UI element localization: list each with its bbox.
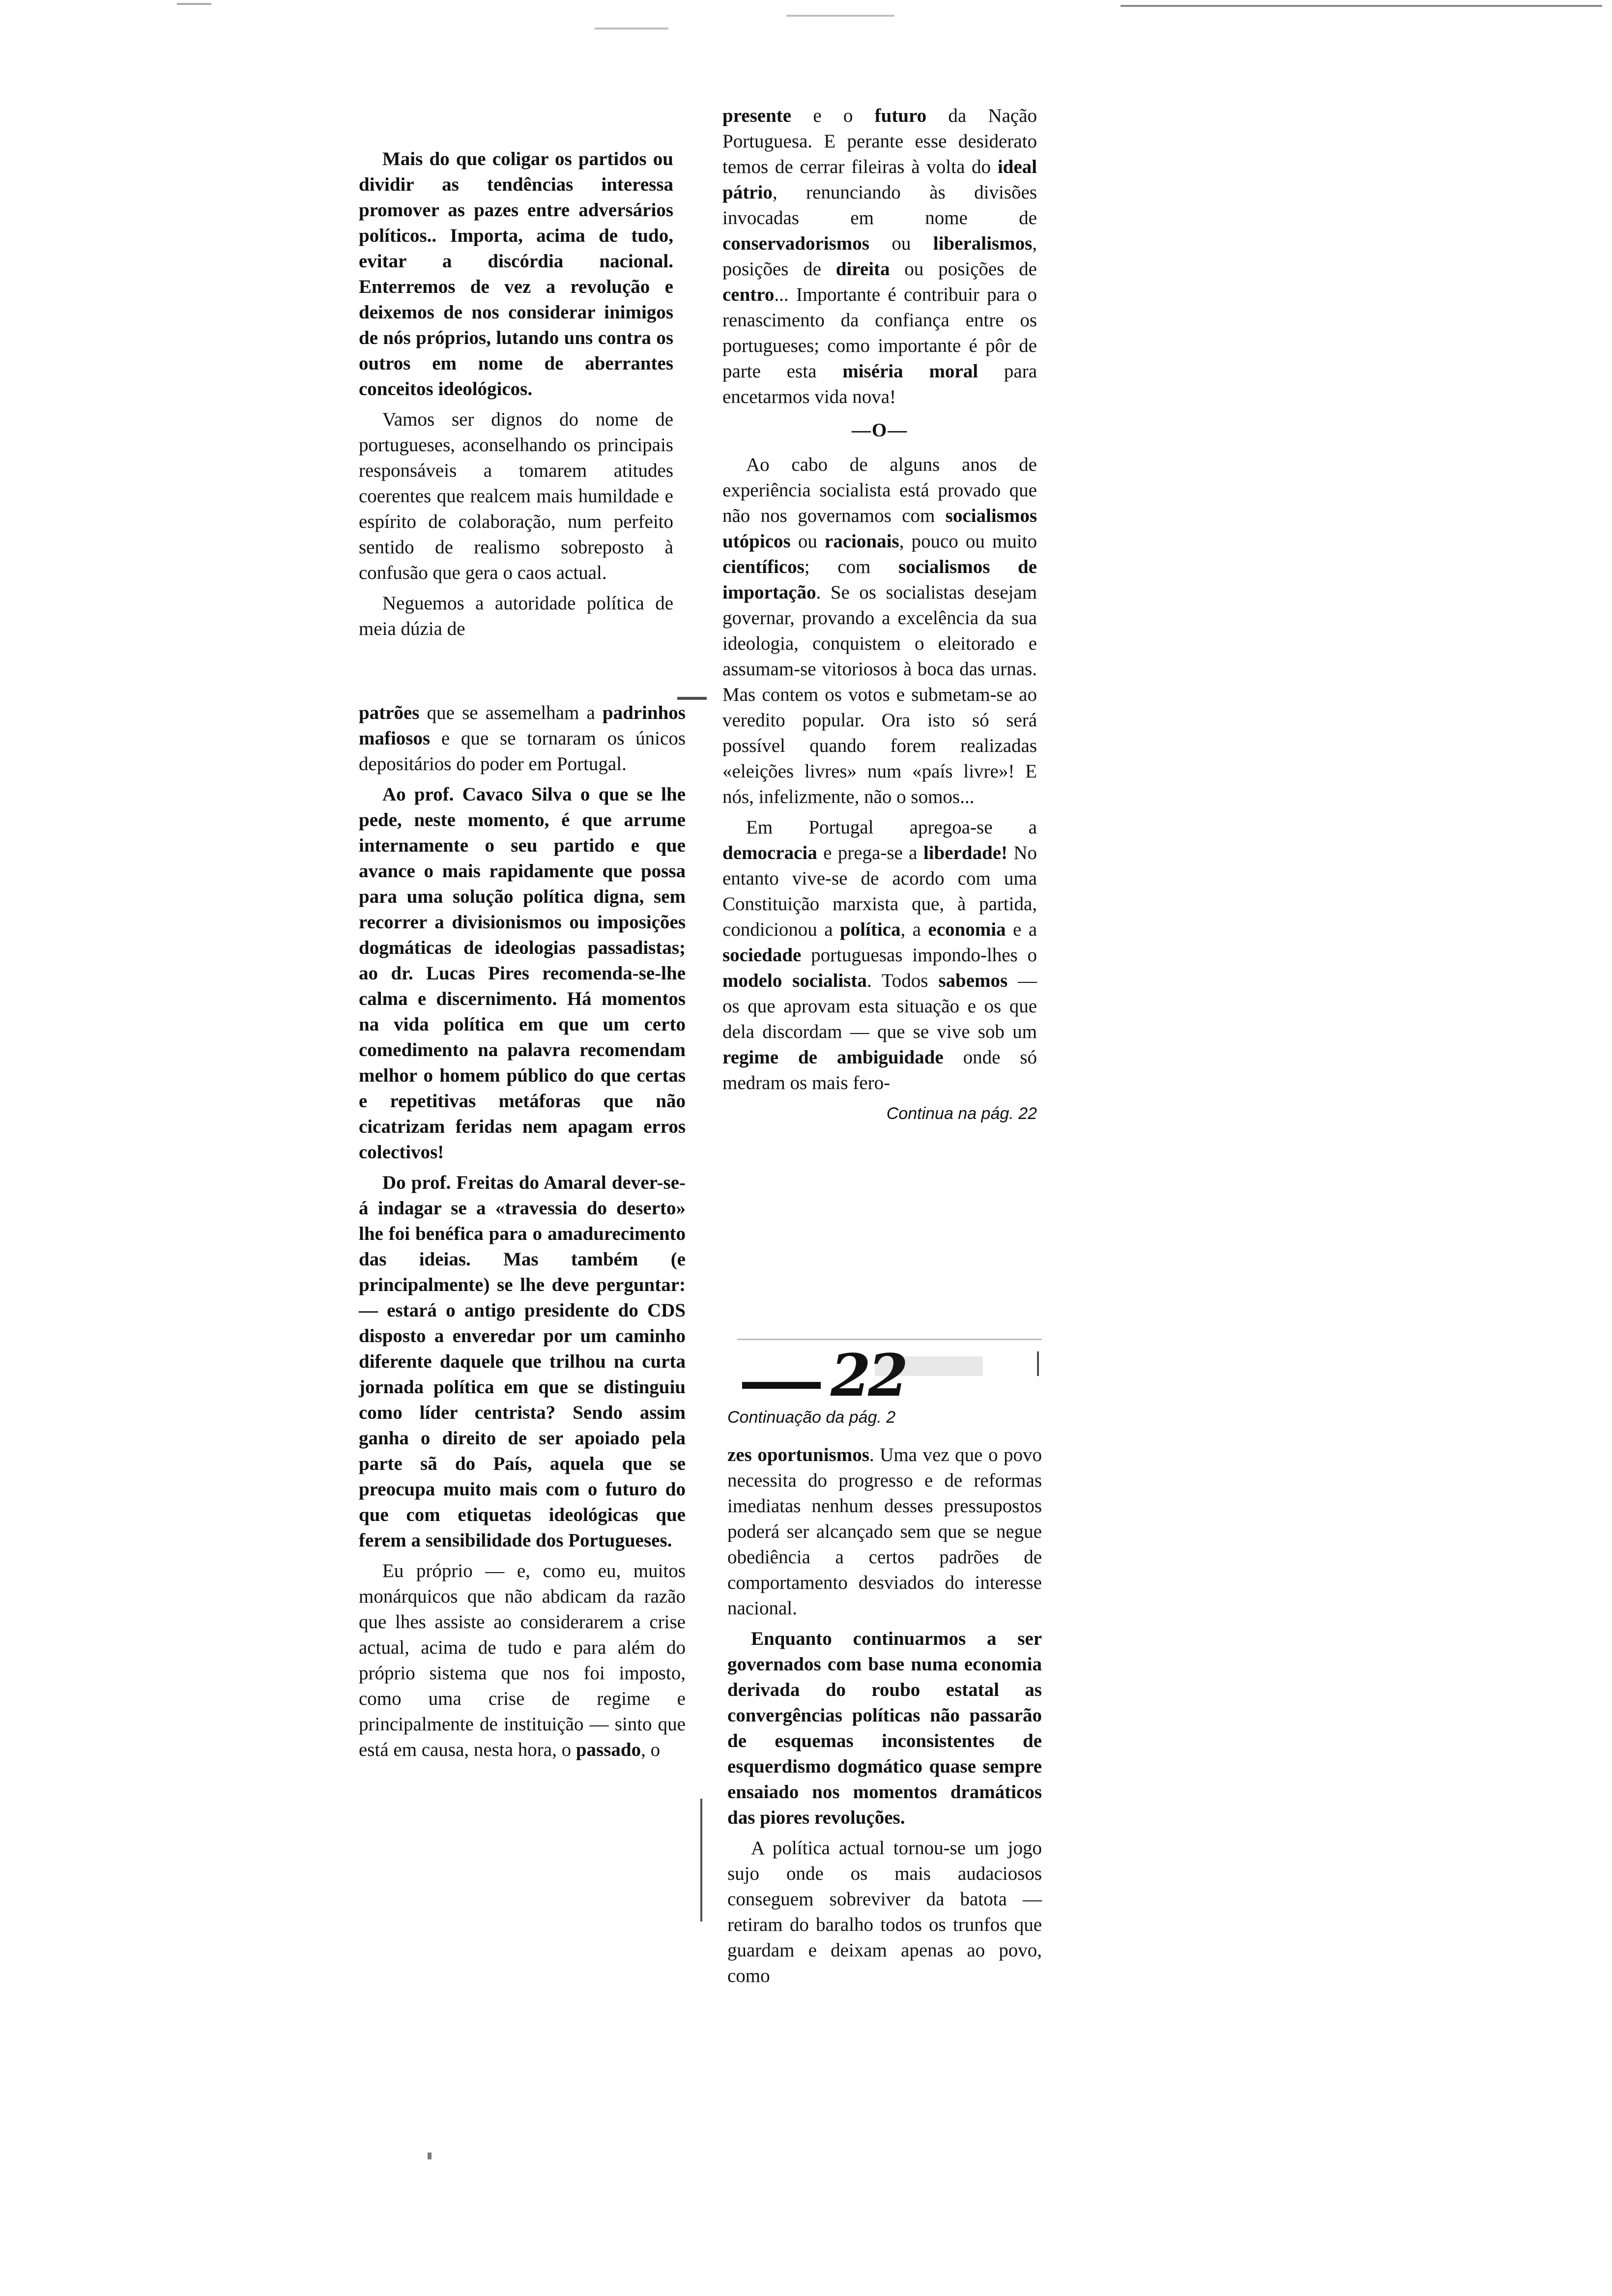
scan-artifact-top-dash	[177, 3, 211, 5]
section-separator: —O—	[851, 420, 908, 441]
left-paragraph-3a: Neguemos a autoridade política de meia dúzia de	[359, 593, 673, 639]
right-column-top	[722, 103, 1037, 1126]
scan-smudge	[737, 1339, 1042, 1340]
scan-artifact-top-line	[1121, 5, 1602, 7]
continued-on-page-note: Continua na pág. 22	[886, 1104, 1037, 1123]
scan-dot	[428, 2152, 432, 2159]
page-number-mark	[737, 1342, 1052, 1410]
left-paragraph-6: Eu próprio — e, como eu, muitos monárquicos que não abdicam da razão que lhes assiste ao considerarem a crise actual, acima de tudo e para além do próprio sistema que nos foi imposto, como uma crise de regime e principalmente de instituição — sinto que está em causa, nesta hora, o passado, o	[359, 1560, 686, 1760]
page-number-text: 22	[831, 1341, 906, 1409]
left-paragraph-2: Vamos ser dignos do nome de portugueses, aconselhando os principais responsáveis a tomarem atitudes coerentes que realcem mais humildade e espírito de colaboração, num perfeito sentido de realismo sobreposto à confusão que gera o caos actual.	[359, 409, 673, 583]
left-column-bottom	[359, 700, 686, 1768]
continuation-paragraph-1: zes oportunismos. Uma vez que o povo necessita do progresso e de reformas imediatas nenhum desses pressupostos poderá ser alcançado sem que se negue obediência a certos padrões de comportamento desviados do interesse nacional.	[727, 1444, 1042, 1619]
scan-artifact-top-dash	[595, 28, 668, 29]
continuation-paragraph-3: A política actual tornou-se um jogo sujo onde os mais audaciosos conseguem sobreviver da batota — retiram do baralho todos os trunfos que guardam e deixam apenas ao povo, como	[727, 1837, 1042, 1986]
right-column-continuation	[727, 1442, 1042, 1994]
left-paragraph-5: Do prof. Freitas do Amaral dever-se-á indagar se a «travessia do deserto» lhe foi benéfica para o amadurecimento das ideias. Mas também (e principalmente) se lhe deve perguntar: — estará o antigo presidente do CDS disposto a enveredar por um caminho diferente daquele que trilhou na curta jornada política em que se distinguiu como líder centrista? Sendo assim ganha o direito de ser apoiado pela parte sã do País, aquela que se preocupa muito mais com o futuro do que com etiquetas ideológicas que ferem a sensibilidade dos Portugueses.	[359, 1172, 686, 1551]
left-paragraph-1: Mais do que coligar os partidos ou dividir as tendências interessa promover as pazes entre adversários políticos.. Importa, acima de tudo, evitar a discórdia nacional. Enterremos de vez a revolução e deixemos de nos considerar inimigos de nós próprios, lutando uns contra os outros em nome de aberrantes conceitos ideológicos.	[359, 148, 673, 400]
margin-bar-mark	[700, 1799, 702, 1922]
continued-from-page-note: Continuação da pág. 2	[727, 1408, 896, 1427]
scan-artifact-top-dash	[786, 15, 894, 17]
left-paragraph-4: Ao prof. Cavaco Silva o que se lhe pede, neste momento, é que arrume internamente o seu partido e que avance o mais rapidamente que possa para uma solução política digna, sem recorrer a divisionismos ou imposições dogmáticas de ideologias passadistas; ao dr. Lucas Pires recomenda-se-lhe calma e discernimento. Há momentos na vida política em que um certo comedimento na palavra recomendam melhor o homem público do que certas e repetitivas metáforas que não cicatrizam feridas nem apagam erros colectivos!	[359, 784, 686, 1163]
left-paragraph-3b: patrões que se assemelham a padrinhos mafiosos e que se tornaram os únicos depositários do poder em Portugal.	[359, 702, 686, 775]
right-paragraph-2: Ao cabo de alguns anos de experiência socialista está provado que não nos governamos com socialismos utópicos ou racionais, pouco ou muito científicos; com socialismos de importação. Se os socialistas desejam governar, provando a excelência da sua ideologia, conquistem o eleitorado e assumam-se vitoriosos à boca das urnas. Mas contem os votos e submetam-se ao veredito popular. Ora isto só será possível quando forem realizadas «eleições livres» num «país livre»! E nós, infelizmente, não o somos...	[722, 454, 1037, 807]
left-column-top	[359, 146, 673, 642]
continuation-paragraph-2: Enquanto continuarmos a ser governados com base numa economia derivada do roubo estatal as convergências políticas não passarão de esquemas inconsistentes de esquerdismo dogmático quase sempre ensaiado nos momentos dramáticos das piores revoluções.	[727, 1628, 1042, 1828]
margin-dash-mark	[677, 697, 707, 700]
page-number-dash	[742, 1382, 821, 1389]
right-paragraph-1: presente e o futuro da Nação Portuguesa. E perante esse desiderato temos de cerrar fileiras à volta do ideal pátrio, renunciando às divisões invocadas em nome de conservadorismos ou liberalismos, posições de direita ou posições de centro... Importante é contribuir para o renascimento da confiança entre os portugueses; como importante é pôr de parte esta miséria moral para encetarmos vida nova!	[722, 105, 1037, 407]
scan-vertical-mark	[1037, 1351, 1039, 1376]
scan-smudge	[875, 1356, 983, 1376]
right-paragraph-3: Em Portugal apregoa-se a democracia e prega-se a liberdade! No entanto vive-se de acordo com uma Constituição marxista que, à partida, condicionou a política, a economia e a sociedade portuguesas impondo-lhes o modelo socialista. Todos sabemos — os que aprovam esta situação e os que dela discordam — que se vive sob um regime de ambiguidade onde só medram os mais fero-	[722, 817, 1037, 1093]
